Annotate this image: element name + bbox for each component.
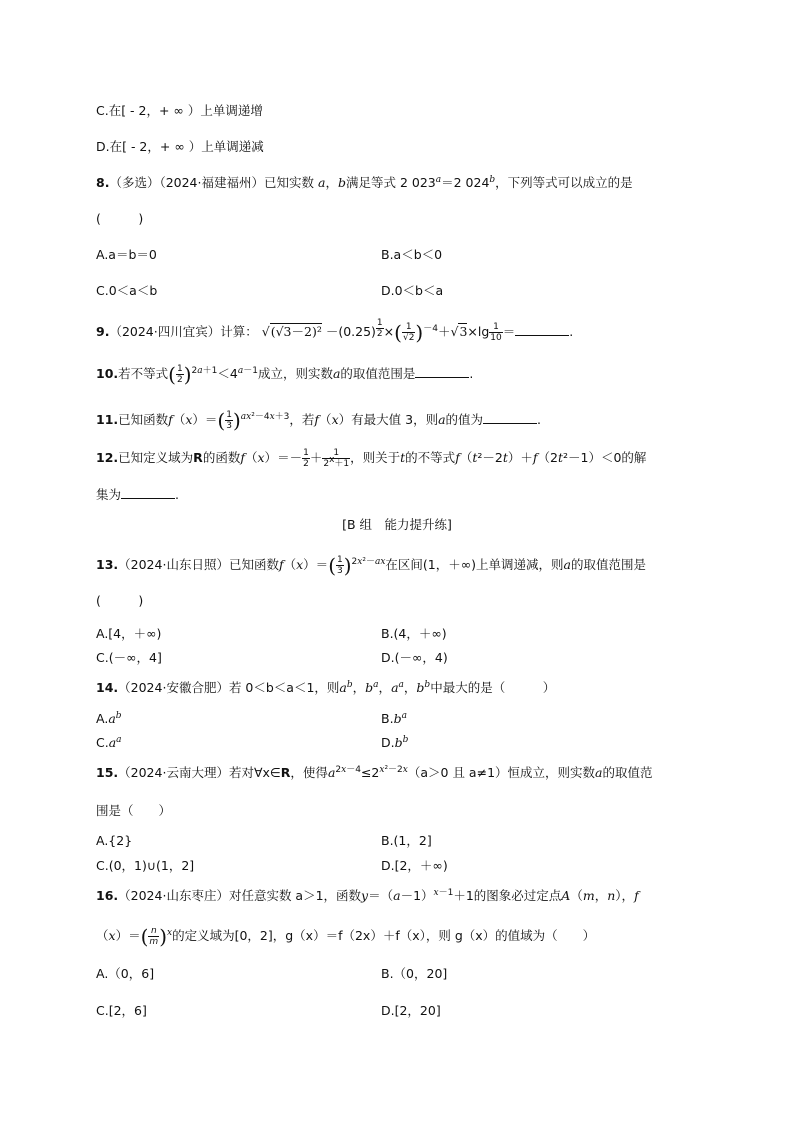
q15-text-3: （a＞0 且 a≠1）恒成立，则实数	[407, 765, 596, 780]
q12-text: 已知定义域为	[118, 450, 194, 465]
q11-text-4: 有最大值 3，则	[351, 412, 439, 427]
q8-option-a: A.a＝b＝0	[96, 247, 157, 262]
q9-number: 9.	[96, 324, 110, 340]
q11-stem: 11.已知函数f（x）＝( $\frac{1}{3}$ )$^{ax^2-4x+3}$，若f（x）有最大值 3，则a的值为 .	[96, 408, 542, 433]
q14-text-2: 中最大的是（ ）	[430, 680, 556, 695]
q13-option-c: C.(－∞，4]	[96, 650, 162, 665]
q11-answer-blank[interactable]	[483, 411, 537, 424]
q14-option-d: $D.b^b$	[381, 734, 409, 750]
q8-number: 8.	[96, 175, 110, 190]
q12-text-6: 的不等式	[405, 450, 456, 465]
q13-stem: 13.（2024·山东日照）已知函数f（x）＝( $\frac{1}{3}$ )$^{2x^2-ax}$在区间(1，＋∞)上单调递减，则a的取值范围是	[96, 553, 647, 578]
q15-stem: 15.（2024·云南大理）若对∀x∈R，使得$a^{2x-4}\le 2^{x^2-2x}(a>0$ 且 a≠1）恒成立，则实数a的取值范	[96, 764, 653, 780]
q10-text: 若不等式	[118, 366, 169, 381]
q15-option-d: D.[2，＋∞)	[381, 858, 448, 873]
q10-stem: 10.若不等式( $\frac{1}{2}$ )$^{2a+1}<4^{a-1}$成立，则实数a的取值范围是 .	[96, 362, 474, 387]
q8-text-2: 满足等式 2 023	[345, 175, 436, 190]
q8-option-b: B.a＜b＜0	[381, 247, 443, 262]
q8-option-d: D.0＜b＜a	[381, 283, 444, 298]
q14-option-a: $A.a^b$	[96, 710, 122, 726]
q8-text-4: ，下列等式可以成立的是	[495, 175, 633, 190]
q13-text-2: 在区间(1，＋∞)上单调递减，则	[385, 557, 564, 572]
q11-number: 11.	[96, 412, 119, 427]
q14-option-c: $C.a^a$	[96, 734, 122, 750]
q15-option-c: C.(0，1)∪(1，2]	[96, 858, 195, 873]
q15-option-b: B.(1，2]	[381, 833, 432, 848]
q13-number: 13.	[96, 557, 119, 572]
q16-text-2: 的图象必过定点	[473, 888, 562, 903]
q9-answer-blank[interactable]	[515, 323, 569, 336]
q12-text-3: ＝－	[277, 450, 303, 465]
q14-option-b: $B.b^a$	[381, 710, 407, 726]
q9-stem: 9.（2024·四川宜宾）计算： √(√3－2)² －(0.25) $^{\frac{1}{2}}$ ×( $\frac{1}{√2}$ )$^{-4}$＋√3×lg $\frac{1}{10}$ ＝ .	[96, 318, 574, 345]
q10-answer-blank[interactable]	[415, 365, 469, 378]
q16-stem: 16.（2024·山东枣庄）对任意实数 a＞1，函数$y=(a-1)^{x-1}+1$的图象必过定点A（m，n），f	[96, 887, 639, 903]
q16-stem-cont: （x）＝( $\frac{n}{m}$ )$^x$的定义域为[0，2]，g（x）＝f（2x）＋f（x），则 g（x）的值域为（ ）	[96, 924, 596, 949]
q14-text: （2024·安徽合肥）若 0＜b＜a＜1，则	[118, 680, 340, 695]
q12-text-2: 的函数	[202, 450, 241, 465]
q12-text-5: ，则关于	[350, 450, 401, 465]
q12-text-8: 集为	[96, 487, 122, 502]
q10-number: 10.	[96, 366, 119, 381]
q10-text-2: ＜4	[217, 366, 238, 381]
q9-plus: ＋	[437, 324, 451, 340]
q9-radical: (√3－2)²	[270, 324, 322, 340]
q15-text-4: 的取值范	[602, 765, 653, 780]
q9-lg: ×lg	[467, 324, 490, 340]
q13-text-3: 的取值范围是	[571, 557, 647, 572]
q11-text: 已知函数	[118, 412, 169, 427]
q11-text-3: ，若	[289, 412, 315, 427]
q8-text: （多选）（2024·福建福州）已知实数	[109, 175, 314, 190]
q10-text-3: 成立，则实数	[257, 366, 333, 381]
q15-text: （2024·云南大理）若对∀x∈	[118, 765, 281, 780]
q9-text-3: －(0.25)	[325, 324, 376, 340]
q16-number: 16.	[96, 888, 119, 903]
q11-text-2: ＝	[204, 412, 218, 427]
q12-stem: 12.已知定义域为R的函数f（x）＝－ $\frac{1}{2}$ ＋ $\frac{1}{2^x+1}$ ，则关于t的不等式f（t²－2t）＋f（2t²－1）＜0的解	[96, 448, 647, 469]
q16-option-d: D.[2，20]	[381, 1003, 441, 1018]
q14-number: 14.	[96, 680, 119, 695]
q7-option-d: D.在[ - 2，+ ∞ ）上单调递减	[96, 139, 264, 154]
q12-stem-cont: 集为 .	[96, 487, 179, 502]
q16-option-a: A.（0，6]	[96, 966, 155, 981]
q13-option-b: B.(4，＋∞)	[381, 626, 447, 641]
q12-answer-blank[interactable]	[121, 486, 175, 499]
q13-text: （2024·山东日照）已知函数	[118, 557, 279, 572]
q13-answer-bracket: ( )	[96, 593, 144, 608]
q12-number: 12.	[96, 450, 119, 465]
q13-option-a: A.[4，＋∞)	[96, 626, 162, 641]
q8-stem: 8.（多选）（2024·福建福州）已知实数 a，b满足等式 2 $023^a=2$ 024$^b$，下列等式可以成立的是	[96, 174, 633, 190]
q15-stem-cont: 围是（ ）	[96, 803, 172, 818]
q10-text-4: 的取值范围是	[340, 366, 416, 381]
q8-answer-bracket: ( )	[96, 211, 144, 226]
q9-equals: ＝	[502, 324, 516, 340]
q15-text-2: ，使得	[290, 765, 328, 780]
q16-option-b: B.（0，20]	[381, 966, 448, 981]
q16-text-3: ，	[621, 888, 635, 903]
q15-option-a: A.{2}	[96, 833, 133, 848]
q11-text-5: 的值为	[445, 412, 484, 427]
q16-option-c: C.[2，6]	[96, 1003, 147, 1018]
q8-text-3: ＝2 024	[441, 175, 490, 190]
q16-text-4: 的定义域为[0，2]，g（x）＝f（2x）＋f（x），则 g（x）的值域为（ ）	[172, 928, 596, 943]
section-heading: [B 组 能力提升练]	[342, 517, 452, 532]
q13-option-d: D.(－∞，4)	[381, 650, 448, 665]
q9-text: （2024·四川宜宾）计算：	[109, 324, 258, 340]
q7-option-c: C.在[ - 2，+ ∞ ）上单调递增	[96, 103, 263, 118]
q8-option-c: C.0＜a＜b	[96, 283, 158, 298]
q12-text-4: ＋	[309, 450, 323, 465]
q15-number: 15.	[96, 765, 119, 780]
q14-stem: 14.（2024·安徽合肥）若 0＜b＜a＜1，则$a^b$，$b^a$，$a^a$，$b^b$中最大的是（ ）	[96, 679, 556, 695]
q9-times: ×	[383, 324, 395, 340]
q12-text-7: ＜0的解	[600, 450, 647, 465]
q16-text: （2024·山东枣庄）对任意实数 a＞1，函数	[118, 888, 362, 903]
